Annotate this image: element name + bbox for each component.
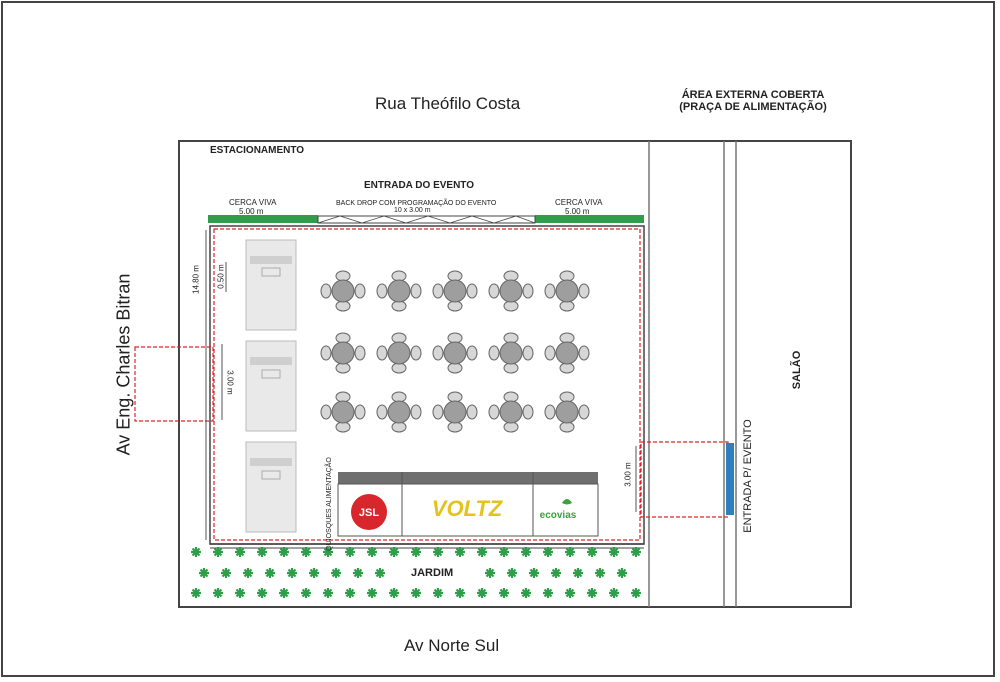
backdrop-label: BACK DROP COM PROGRAMAÇÃO DO EVENTO (336, 200, 497, 207)
table-set (321, 271, 365, 311)
shrub (551, 568, 561, 578)
shrub (477, 547, 487, 557)
kiosk-dim-label: 3.00 m (623, 462, 633, 487)
hedge-right-dim: 5.00 m (565, 207, 590, 216)
table-set (489, 392, 533, 432)
shrub (353, 568, 363, 578)
shrub (389, 588, 399, 598)
table-set (377, 271, 421, 311)
shrub (265, 568, 275, 578)
hedge-right (535, 215, 644, 223)
shrub (529, 568, 539, 578)
shrub (499, 547, 509, 557)
shrub (587, 547, 597, 557)
shrub (323, 588, 333, 598)
shrub (485, 568, 495, 578)
entrance-door (726, 443, 734, 515)
tent-dim-label: 3.00 m (225, 370, 235, 395)
table-set (489, 333, 533, 373)
shrub (543, 547, 553, 557)
hedge-left-dim: 5.00 m (239, 207, 264, 216)
shrub (521, 588, 531, 598)
shrub (257, 588, 267, 598)
shrub (609, 547, 619, 557)
shrub (279, 588, 289, 598)
tent-2 (246, 341, 296, 431)
shrub (235, 588, 245, 598)
shrub (199, 568, 209, 578)
shrub (191, 588, 201, 598)
parking-label: ESTACIONAMENTO (210, 145, 305, 156)
shrub (411, 547, 421, 557)
shrub (235, 547, 245, 557)
table-set (321, 333, 365, 373)
shrub (587, 588, 597, 598)
table-set (433, 392, 477, 432)
street-left: Av Eng. Charles Bitran (113, 273, 134, 456)
entrance-event-label: ENTRADA P/ EVENTO (742, 419, 754, 533)
bottom-truss (210, 544, 644, 548)
shrub (455, 588, 465, 598)
shrub (609, 588, 619, 598)
table-set (489, 271, 533, 311)
event-entrance-label: ENTRADA DO EVENTO (364, 180, 475, 191)
shrub (433, 588, 443, 598)
table-set (545, 271, 589, 311)
table-set (545, 333, 589, 373)
shrub (499, 588, 509, 598)
shrub (375, 568, 385, 578)
jsl-logo (351, 494, 387, 530)
tables (321, 271, 589, 432)
shrub (331, 568, 341, 578)
backdrop-dim: 10 x 3.00 m (394, 207, 431, 214)
table-set (321, 392, 365, 432)
shrub (309, 568, 319, 578)
shrub (389, 547, 399, 557)
external-area-line2: (PRAÇA DE ALIMENTAÇÃO) (679, 101, 827, 113)
table-set (433, 271, 477, 311)
tent-1 (246, 240, 296, 330)
shrub (521, 547, 531, 557)
shrub (345, 588, 355, 598)
backdrop-truss (318, 216, 535, 223)
external-area-line1: ÁREA EXTERNA COBERTA (681, 89, 825, 101)
left-dashed-area (135, 347, 213, 421)
street-bottom: Av Norte Sul (404, 636, 500, 655)
shrub (565, 588, 575, 598)
shrub (367, 547, 377, 557)
hedge-left-label: CERCA VIVA (229, 198, 277, 207)
shrub (617, 568, 627, 578)
shrub (221, 568, 231, 578)
shrub (257, 547, 267, 557)
shrub (279, 547, 289, 557)
garden-label: JARDIM (411, 567, 454, 579)
external-area-label (668, 89, 838, 113)
shrub (213, 588, 223, 598)
shrub (595, 568, 605, 578)
shrub (507, 568, 517, 578)
shrub (191, 547, 201, 557)
ecovias-logo-text: ecovias (539, 510, 577, 521)
shrub (565, 547, 575, 557)
shrub (411, 588, 421, 598)
shrub (477, 588, 487, 598)
table-set (377, 333, 421, 373)
shrub (287, 568, 297, 578)
shrub (367, 588, 377, 598)
shrub (301, 547, 311, 557)
table-set (433, 333, 477, 373)
shrub (631, 588, 641, 598)
shrub (301, 588, 311, 598)
hedge-right-label: CERCA VIVA (555, 198, 603, 207)
shrub (455, 547, 465, 557)
shrub (543, 588, 553, 598)
shrub (631, 547, 641, 557)
table-set (377, 392, 421, 432)
shrub (573, 568, 583, 578)
kiosks-label: QUIOSQUES ALIMENTAÇÃO (326, 457, 333, 551)
voltz-logo: VOLTZ (431, 496, 503, 521)
shrub (433, 547, 443, 557)
tent-gap-dim-label: 0.50 m (216, 264, 226, 289)
hedge-left (208, 215, 318, 223)
hall-label: SALÃO (791, 350, 803, 390)
table-set (545, 392, 589, 432)
street-top: Rua Theófilo Costa (375, 94, 521, 113)
height-dim-label: 14.80 m (191, 265, 201, 294)
shrub (243, 568, 253, 578)
shrub (213, 547, 223, 557)
shrub (345, 547, 355, 557)
tent-3 (246, 442, 296, 532)
jsl-logo-text: JSL (358, 507, 380, 519)
right-dashed-area (641, 442, 728, 517)
